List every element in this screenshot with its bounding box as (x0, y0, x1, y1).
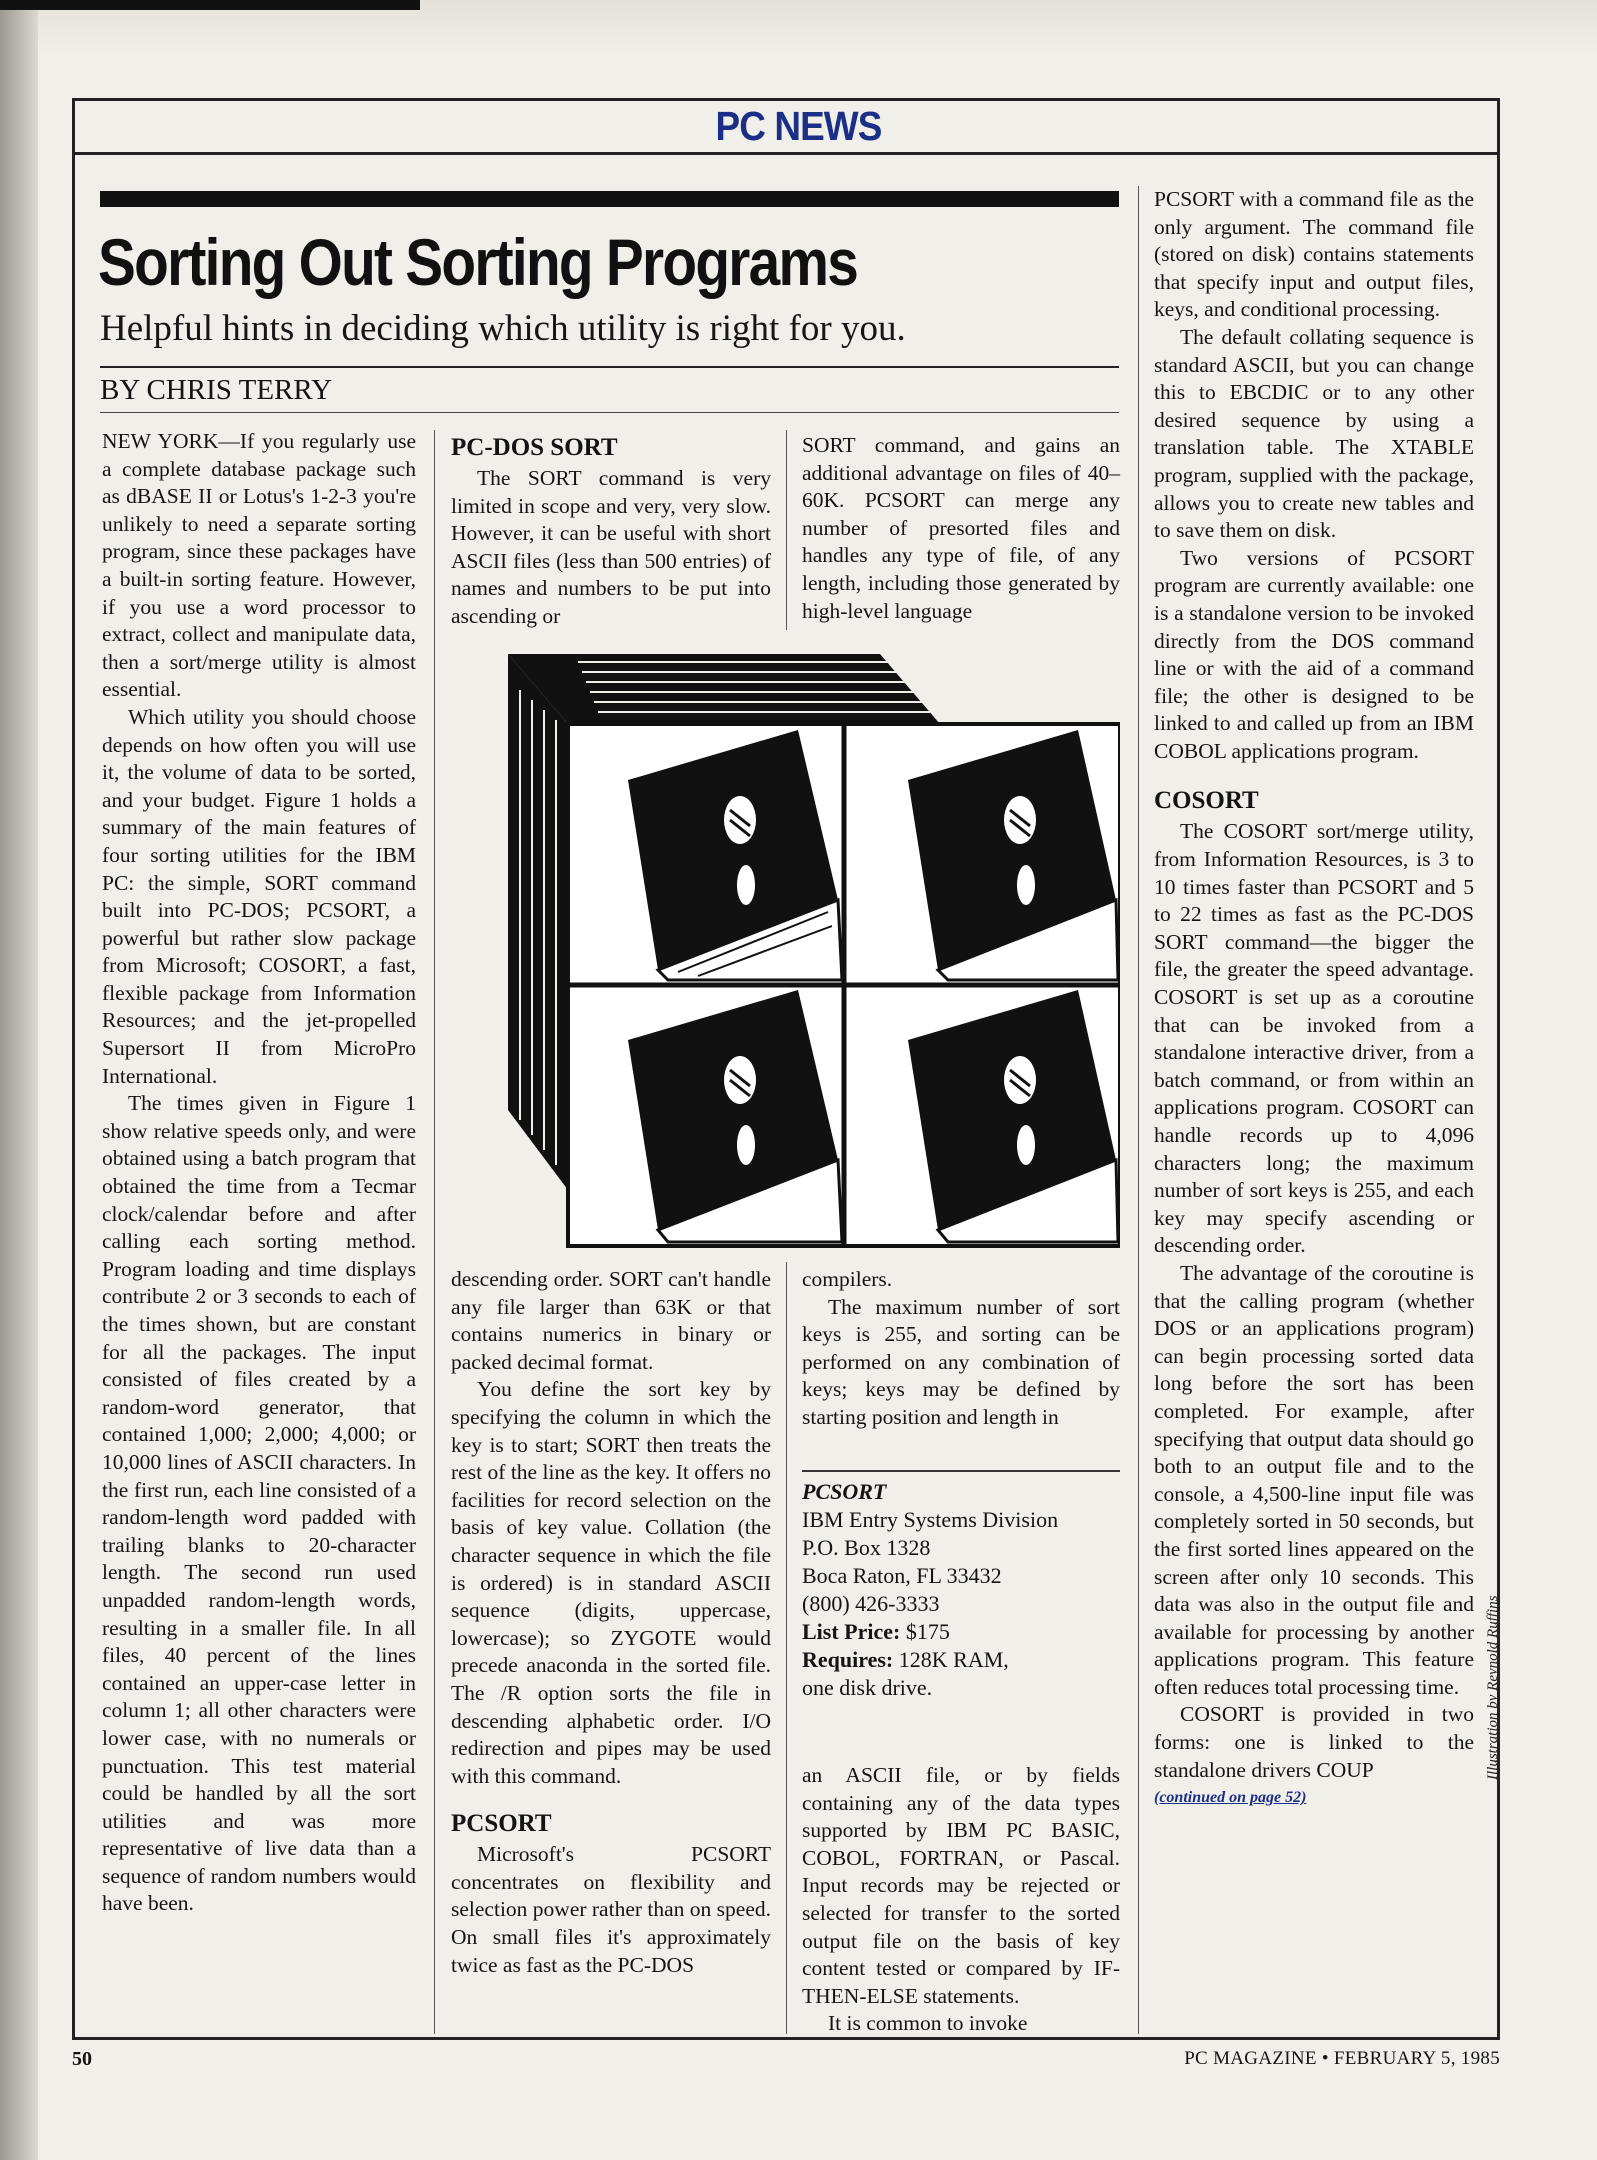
paragraph: an ASCII file, or by fields containing any of the data types supported by IBM PC BASIC, COBOL, FORTRAN, or Pascal. Input records may be rejected or selected for transfer to the sorted output file on the basis of key content tested or compared by IF-THEN-ELSE statements. (802, 1763, 1120, 2008)
info-requires-1: 128K RAM, (898, 1647, 1009, 1672)
paragraph: NEW YORK—If you regularly use a complete database package such as dBASE II or Lotus's 1-2-3 you're unlikely to need a separate sorting program, since these packages have a built-in sorting feature. However, if you use a word processor to extract, collect and manipulate data, then a sort/merge utility is almost essential. (102, 429, 416, 702)
info-price: $175 (905, 1619, 950, 1644)
column-3-top (802, 432, 1120, 625)
section-header: PC NEWS (715, 103, 882, 149)
subhead-cosort: COSORT (1154, 787, 1259, 815)
continued-link[interactable]: (continued on page 52) (1154, 1789, 1307, 1807)
column-2-top (451, 432, 771, 631)
subhead-pcdos-sort: PC-DOS SORT (451, 434, 618, 461)
illustration-floppy-disk-cube (508, 650, 1120, 1250)
paragraph: The times given in Figure 1 show relative speeds only, and were obtained using a batch program that obtained the time from a Tecmar clock/calendar before and after calling each sorting method. Program loading and time displays contribute 2 or 3 seconds to each of the times shown, but are constant for all the packages. The input consisted of files created by a random-word generator, that contained 1,000; 2,000; 4,000; or 10,000 lines of ASCII characters. In the first run, each line consisted of a random-length word padded with trailing blanks to 20-character length. The second run used unpadded random-length words, resulting in a smaller file. In all files, 40 percent of the lines contained an upper-case letter in column 1; all other characters were lower case, with no numerals or punctuation. This test material could be handled by all the sort utilities and was more representative of live data than a sequence of random numbers would have been. (102, 1091, 416, 1916)
info-product: PCSORT (802, 1479, 887, 1504)
paragraph: Two versions of PCSORT program are currently available: one is a standalone version to be invoked directly from the DOS command line or with the aid of a command file; the other is designed to be linked to and called up from an IBM COBOL applications program. (1154, 545, 1474, 763)
paragraph: The advantage of the coroutine is that the calling program (whether DOS or an applications program) can begin processing sorted data long before the sort has been completed. For example, after specifying that output data should go both to an output file and to the console, a 4,500-line input file was completely sorted in 50 seconds, but the first sorted lines appeared on the screen after only 10 seconds. This data was also in the output file and available for processing by another applications program. This feature often reduces total processing time. (1154, 1260, 1474, 1699)
paragraph: The default collating sequence is standard ASCII, but you can change this to EBCDIC or to any other desired sequence by using a translation table. The XTABLE program, supplied with the package, allows you to create new tables and to save them on disk. (1154, 324, 1474, 543)
byline: BY CHRIS TERRY (100, 374, 333, 406)
paragraph: PCSORT with a command file as the only argument. The command file (stored on disk) contains statements that specify input and output files, keys, and conditional processing. (1154, 187, 1474, 322)
info-requires-label: Requires: (802, 1647, 894, 1672)
paragraph: It is common to invoke (828, 2011, 1028, 2036)
column-1 (102, 428, 416, 1918)
info-address-2: Boca Raton, FL 33432 (802, 1563, 1002, 1588)
page-number: 50 (72, 2048, 92, 2070)
column-2-bottom (451, 1266, 771, 1979)
paragraph: The COSORT sort/merge utility, from Information Resources, is 3 to 10 times faster than PCSORT and 5 to 22 times as fast as the PC-DOS SORT command—the bigger the file, the greater the speed advantage. COSORT is set up as a coroutine that can be invoked from a standalone interactive driver, from a batch command, or from within an applications program. COSORT can handle records up to 4,096 characters long; the maximum number of sort keys is 255, and each key may specify ascending or descending order. (1154, 819, 1474, 1258)
info-phone: (800) 426-3333 (802, 1591, 940, 1616)
info-requires-2: one disk drive. (802, 1675, 933, 1700)
column-rule (434, 430, 435, 2034)
byline-rule-bottom (100, 412, 1119, 413)
article-rule (100, 191, 1119, 207)
column-3-bottom (802, 1266, 1120, 1432)
column-rule (786, 430, 787, 630)
illustration-credit: Illustration by Reynold Ruffins (1485, 1595, 1501, 1780)
deck: Helpful hints in deciding which utility is right for you. (100, 308, 906, 349)
byline-rule-top (100, 366, 1119, 368)
paragraph: You define the sort key by specifying the column in which the key is to start; SORT then treats the rest of the line as the key. It offers no facilities for record selection on the basis of key value. Collation (the character sequence in which the file is ordered) is in standard ASCII sequence (digits, uppercase, lowercase); so ZYGOTE would precede anaconda in the sorted file. The /R option sorts the file in descending alphabetic order. I/O redirection and pipes may be used with this command. (451, 1377, 771, 1788)
paragraph: COSORT is provided in two forms: one is linked to the standalone drivers COUP (1154, 1702, 1474, 1782)
info-company: IBM Entry Systems Division (802, 1507, 1059, 1532)
paragraph: The maximum number of sort keys is 255, and sorting can be performed on any combination of keys; keys may be defined by starting position and length in (802, 1294, 1120, 1429)
scan-artifact-bar (0, 0, 420, 10)
paragraph: Microsoft's PCSORT concentrates on flexibility and selection power rather than on speed. On small files it's approximately twice as fast as the PC-DOS (451, 1842, 771, 1977)
column-rule (1138, 186, 1139, 2034)
paragraph: SORT command, and gains an additional advantage on files of 40–60K. PCSORT can merge any number of presorted files and handles any type of file, of any length, including those generated by high-level language (802, 433, 1120, 623)
info-address-1: P.O. Box 1328 (802, 1535, 931, 1560)
subhead-pcsort: PCSORT (451, 1810, 552, 1838)
paragraph: The SORT command is very limited in scope and very, very slow. However, it can be useful with short ASCII files (less than 500 entries) of names and numbers to be put into ascending or (451, 466, 771, 628)
info-price-label: List Price: (802, 1619, 901, 1644)
scan-edge-left (0, 0, 38, 2160)
column-4 (1154, 186, 1474, 1812)
column-3-continuation (802, 1762, 1120, 2038)
paragraph: compilers. (802, 1267, 893, 1291)
paragraph: Which utility you should choose depends on how often you will use it, the volume of data to be sorted, and your budget. Figure 1 holds a summary of the main features of four sorting utilities for the IBM PC: the simple, SORT command built into PC-DOS; PCSORT, a powerful but rather slow package from Microsoft; COSORT, a fast, flexible package from Information Resources; and the jet-propelled Supersort II from MicroPro International. (102, 704, 416, 1088)
issue-folio: PC MAGAZINE • FEBRUARY 5, 1985 (1184, 2048, 1500, 2069)
headline: Sorting Out Sorting Programs (98, 225, 858, 299)
product-info-box (802, 1470, 1120, 1702)
section-rule (72, 152, 1500, 155)
column-rule (786, 1262, 787, 2034)
paragraph: descending order. SORT can't handle any file larger than 63K or that contains numerics in binary or packed decimal format. (451, 1267, 771, 1374)
